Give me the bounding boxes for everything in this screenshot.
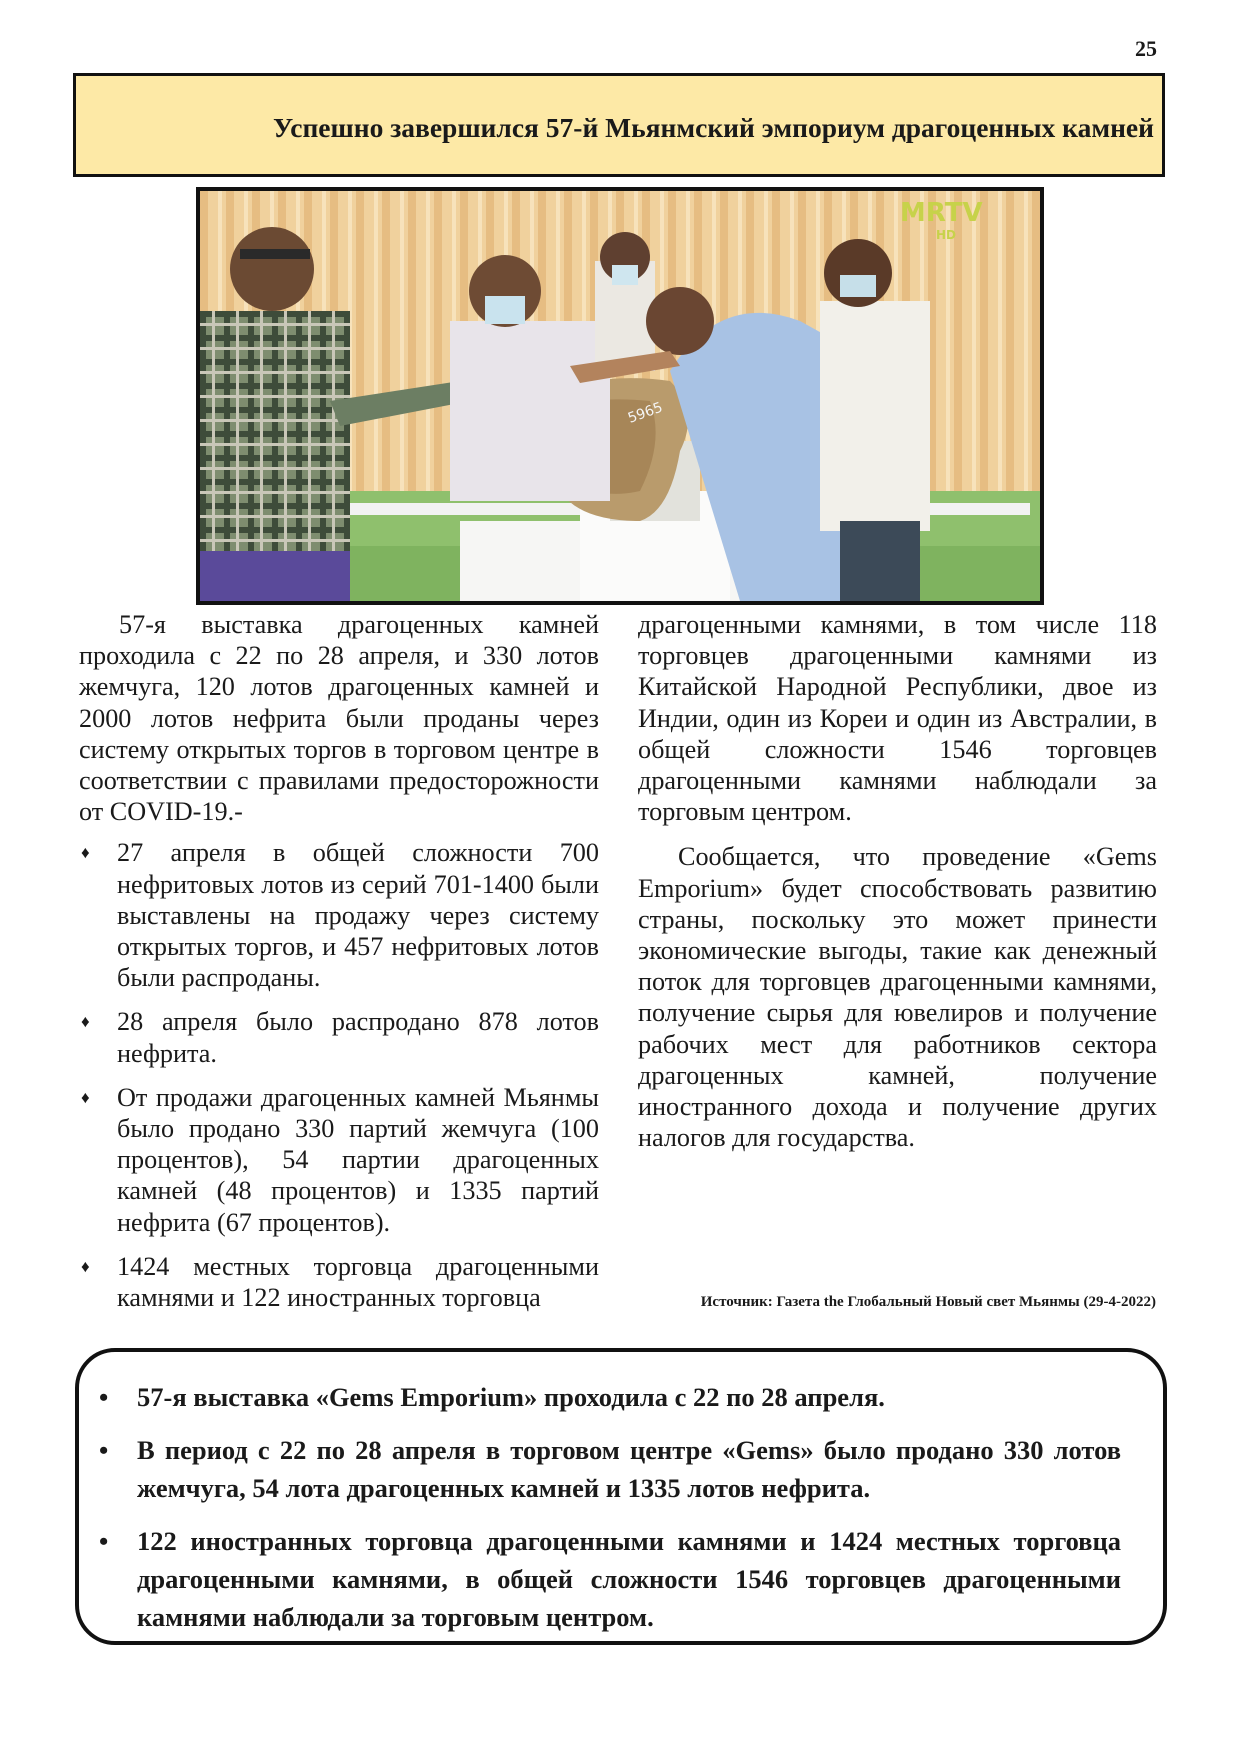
list-item (79, 837, 599, 993)
diamond-bullet-icon: ♦ (81, 1087, 90, 1107)
bullet-text: 28 апреля было распродано 878 лотов нефрита. (117, 1007, 599, 1068)
summary-item (99, 1431, 1121, 1507)
mrtv-watermark: MRTV (900, 198, 983, 228)
summary-box (75, 1348, 1167, 1645)
summary-text: 57-я выставка «Gems Emporium» проходила с 22 по 28 апреля. (137, 1382, 885, 1412)
bullet-text: 27 апреля в общей сложности 700 нефритовых лотов из серий 701-1400 были выставлены на продажу через систему открытых торгов, и 457 нефритовых лотов были распроданы. (117, 838, 599, 993)
page-title: Успешно завершился 57-й Мьянмский эмпориум драгоценных камней (273, 112, 1154, 143)
right-column (638, 609, 1157, 1153)
intro-paragraph: 57-я выставка драгоценных камней проходила с 22 по 28 апреля, и 330 лотов жемчуга, 120 лотов драгоценных камней и 2000 лотов нефрита были проданы через систему открытых торгов в торговом центре в соответствии с правилами предосторожности от COVID-19.- (79, 610, 599, 827)
source-citation: Источник: Газета the Глобальный Новый свет Мьянмы (29-4-2022) (700, 1294, 1156, 1310)
sales-bullet-list (79, 837, 599, 1313)
list-item (79, 1251, 599, 1313)
mrtv-hd-mark: HD (936, 228, 957, 242)
benefits-paragraph: Сообщается, что проведение «Gems Emporium» будет способствовать развитию страны, поскольку это может принести экономические выгоды, такие как денежный поток для торговцев драгоценными камнями, получение сырья для ювелиров и получение рабочих мест для работников сектора драгоценных камней, получение иностранного дохода и получение других налогов для государства. (638, 842, 1157, 1153)
list-item (79, 1006, 599, 1068)
list-item (79, 1082, 599, 1238)
bullet-text: 1424 местных торговца драгоценными камнями и 122 иностранных торговца (117, 1251, 599, 1313)
summary-item (99, 1378, 1121, 1416)
diamond-bullet-icon: ♦ (81, 843, 90, 863)
left-column (79, 609, 599, 1326)
news-photo (196, 187, 1044, 605)
summary-text: В период с 22 по 28 апреля в торговом центре «Gems» было продано 330 лотов жемчуга, 54 лота драгоценных камней и 1335 лотов нефрита. (137, 1435, 1121, 1503)
summary-text: 122 иностранных торговца драгоценными камнями и 1424 местных торговца драгоценными камнями, в общей сложности 1546 торговцев драгоценными камнями наблюдали за торговым центром. (137, 1526, 1121, 1632)
summary-item (99, 1522, 1121, 1636)
bullet-text: От продажи драгоценных камней Мьянмы было продано 330 партий жемчуга (100 процентов), 54 партии драгоценных камней (48 процентов) и 1335 партий нефрита (67 процентов). (117, 1082, 599, 1237)
summary-list (99, 1378, 1121, 1651)
continuation-paragraph: драгоценными камнями, в том числе 118 торговцев драгоценными камнями из Китайской Народной Республики, двое из Индии, один из Кореи и один из Австралии, в общей сложности 1546 торговцев драгоценными камнями наблюдали за торговым центром. (638, 610, 1157, 827)
bullet-dot-icon: • (99, 1526, 109, 1556)
bullet-dot-icon: • (99, 1435, 109, 1465)
diamond-bullet-icon: ♦ (81, 1256, 90, 1276)
stone-marking: 5965 (625, 399, 665, 427)
page-number: 25 (1135, 36, 1157, 61)
title-banner (73, 73, 1165, 177)
photo-illustration (200, 191, 1040, 601)
bullet-dot-icon: • (99, 1382, 109, 1412)
diamond-bullet-icon: ♦ (81, 1012, 90, 1032)
